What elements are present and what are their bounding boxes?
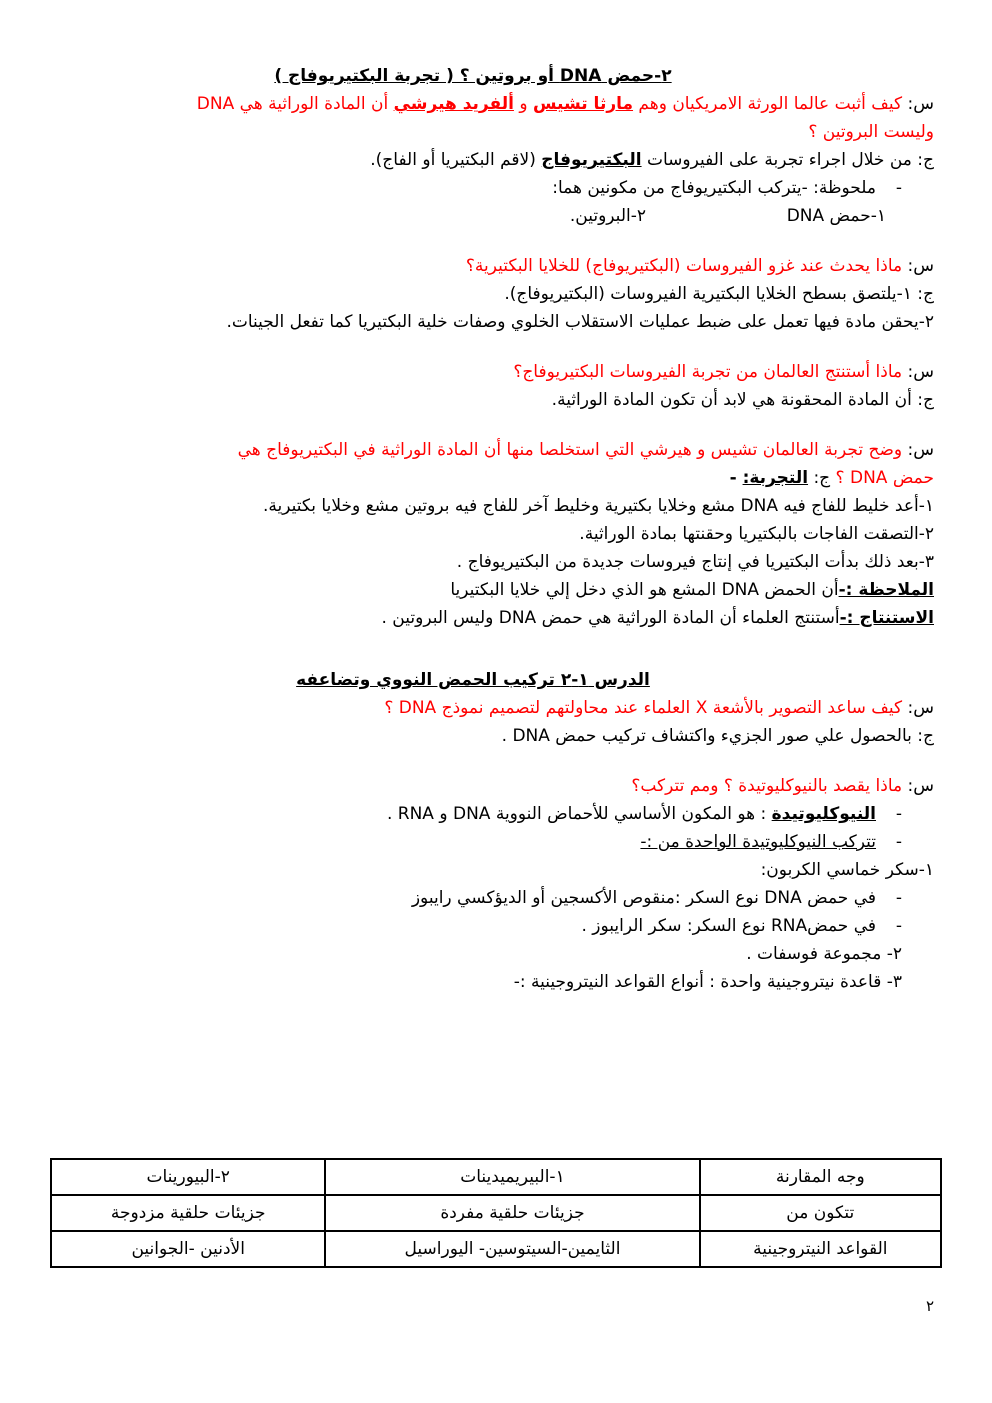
answer-5: ج: بالحصول علي صور الجزيء واكتشاف تركيب حمض DNA . [501, 726, 934, 746]
note-text: ملحوظة: -يتركب البكتيريوفاج من مكونين هما: [552, 178, 876, 198]
question-prefix: س: [907, 440, 934, 460]
observation-label: الملاحظة :- [838, 580, 934, 600]
component-base: ٣- قاعدة نيتروجينية واحدة : أنواع القواعد النيتروجينية :- [513, 972, 902, 992]
component-dna: ١-حمض DNA [786, 206, 886, 226]
lesson-title: الدرس ١-٢ تركيب الحمض النووي وتضاعفه [296, 670, 650, 690]
term-bacteriophage: البكتيريوفاج [541, 150, 642, 170]
nucleotide-definition [52, 800, 934, 828]
question-text: ماذا يقصد بالنيوكليوتيدة ؟ ومم تتركب؟ [631, 776, 903, 796]
table-cell: جزيئات حلقية مزدوجة [51, 1195, 325, 1231]
scientist-name-hershey: ألفريد هيرشي [393, 94, 514, 114]
question-prefix: س: [907, 776, 934, 796]
table-cell: القواعد النيتروجينية [700, 1231, 941, 1267]
question-prefix: س: [907, 256, 934, 276]
sugar-rna-text: في حمضRNA نوع السكر: سكر الرايبوز . [581, 916, 876, 936]
table-header-row [51, 1159, 941, 1195]
scientist-name-chase: مارثا تشيس [532, 94, 634, 114]
document-page [52, 62, 934, 996]
question-4 [52, 436, 934, 464]
question-prefix: س: [907, 362, 934, 382]
question-text: أن المادة الوراثية هي DNA [196, 94, 394, 114]
answer-text: من خلال اجراء تجربة على الفيروسات [641, 150, 912, 170]
question-text: و [513, 94, 533, 114]
answer-1 [52, 146, 934, 174]
sugar-dna [52, 884, 934, 912]
answer-prefix: ج: [813, 468, 831, 488]
comparison-table [50, 1158, 942, 1268]
experiment-step-3: ٣-بعد ذلك بدأت البكتيريا في إنتاج فيروسات جديدة من البكتيريوفاج . [456, 552, 934, 572]
question-2 [52, 252, 934, 280]
sugar-rna [52, 912, 934, 940]
note-line [52, 174, 934, 202]
experiment-dash: - [729, 468, 743, 488]
component-protein: ٢-البروتين. [569, 206, 646, 226]
question-prefix: س: [907, 94, 934, 114]
question-1-continued: وليست البروتين ؟ [808, 122, 934, 142]
term-nucleotide: النيوكليوتيدة [771, 804, 876, 824]
sugar-dna-text: في حمض DNA نوع السكر :منقوص الأكسجين أو الديؤكسي رايبوز [411, 888, 876, 908]
bullet-dash: - [895, 178, 902, 198]
question-text: ماذا يحدث عند غزو الفيروسات (البكتيريوفاج) للخلايا البكتيرية؟ [465, 256, 903, 276]
answer-3: ج: أن المادة المحقونة هي لابد أن تكون المادة الوراثية. [551, 390, 934, 410]
bullet-dash: - [895, 832, 902, 852]
bullet-dash: - [895, 916, 902, 936]
question-text: ماذا أستنتج العالمان من تجربة الفيروسات البكتيريوفاج؟ [513, 362, 903, 382]
definition-text: : هو المكون الأساسي للأحماض النووية DNA و RNA . [386, 804, 772, 824]
experiment-step-1: ١-أعد خليط للفاج فيه DNA مشع وخلايا بكتيرية وخليط آخر للفاج فيه بروتين مشع وخلايا بكتيرية. [263, 496, 934, 516]
observation-text: أن الحمض DNA المشع هو الذي دخل إلي خلايا البكتيريا [450, 580, 839, 600]
table-cell: تتكون من [700, 1195, 941, 1231]
question-text: كيف ساعد التصوير بالأشعة X العلماء عند محاولتهم لتصميم نموذج DNA ؟ [384, 698, 903, 718]
answer-text: (لاقم البكتيريا أو الفاج). [370, 150, 542, 170]
component-phosphate: ٢- مجموعة فوسفات . [746, 944, 902, 964]
component-sugar: ١-سكر خماسي الكربون: [760, 860, 934, 880]
experiment-step-2: ٢-التصقت الفاجات بالبكتيريا وحقنتها بمادة الوراثية. [579, 524, 934, 544]
bullet-dash: - [895, 804, 902, 824]
question-4-continued [52, 464, 934, 492]
table-row [51, 1195, 941, 1231]
table-cell: الثايمين-السيتوسين- اليوراسيل [325, 1231, 699, 1267]
experiment-label: التجربة: [742, 468, 809, 488]
conclusion-text: أستنتج العلماء أن المادة الوراثية هي حمض DNA وليس البروتين . [381, 608, 840, 628]
question-6 [52, 772, 934, 800]
section-title: ٢-حمض DNA أو بروتين ؟ ( تجربة البكتيريوفاج ) [274, 66, 672, 86]
question-3 [52, 358, 934, 386]
table-header-cell: ١-البيريميدينات [325, 1159, 699, 1195]
answer-prefix: ج: [917, 150, 934, 170]
table-cell: الأدنين -الجوانين [51, 1231, 325, 1267]
question-text: وضح تجربة العالمان تشيس و هيرشي التي استخلصا منها أن المادة الوراثية في البكتيريوفاج هي [237, 440, 903, 460]
table-row [51, 1231, 941, 1267]
table-cell: جزيئات حلقية مفردة [325, 1195, 699, 1231]
conclusion-label: الاستنتاج :- [839, 608, 934, 628]
composition-text: تتركب النيوكليوتيدة الواحدة من :- [640, 832, 876, 852]
nucleotide-composition [52, 828, 934, 856]
question-1 [52, 90, 934, 118]
table-header-cell: وجه المقارنة [700, 1159, 941, 1195]
question-5 [52, 694, 934, 722]
observation-line [52, 576, 934, 604]
bullet-dash: - [895, 888, 902, 908]
question-text: حمض DNA ؟ [835, 468, 934, 488]
answer-2-line-1: ج: ١-يلتصق بسطح الخلايا البكتيرية الفيروسات (البكتيريوفاج). [504, 284, 934, 304]
question-prefix: س: [907, 698, 934, 718]
question-text: كيف أثبت عالما الورثة الامريكيان وهم [633, 94, 903, 114]
conclusion-line [52, 604, 934, 632]
page-number: ٢ [925, 1297, 934, 1315]
table-header-cell: ٢-البيورينات [51, 1159, 325, 1195]
answer-2-line-2: ٢-يحقن مادة فيها تعمل على ضبط عمليات الاستقلاب الخلوي وصفات خلية البكتيريا كما تفعل الجينات. [226, 312, 934, 332]
components-line [52, 202, 934, 230]
